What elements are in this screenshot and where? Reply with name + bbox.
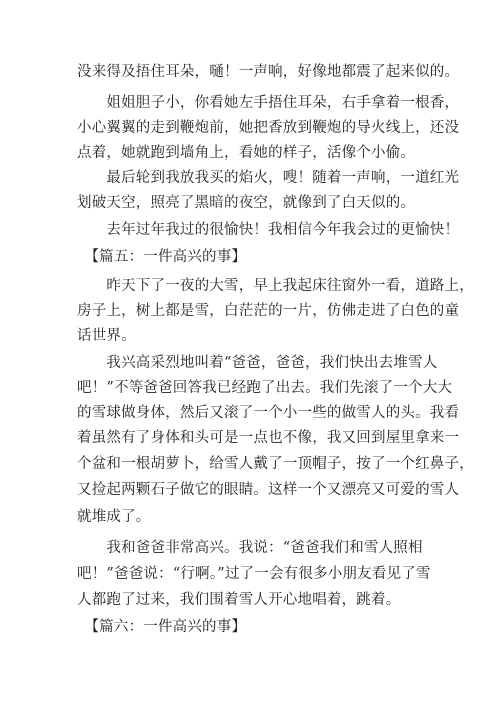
text-line: 的雪球做身体，然后又滚了一个小一些的做雪人的头。我看 [77,405,460,421]
text-line: 我兴高采烈地叫着“爸爸，爸爸，我们快出去堆雪人 [77,355,438,371]
text-line: 话世界。 [77,328,136,344]
text-line: 小心翼翼的走到鞭炮前，她把香放到鞭炮的导火线上，还没 [77,120,460,136]
text-line: 吧！”爸爸说：“行啊。”过了一会有很多小朋友看见了雪 [77,566,431,582]
text-line: 划破天空，照亮了黑暗的夜空，就像到了白天似的。 [77,195,416,211]
text-line: 我和爸爸非常高兴。我说：“爸爸我们和雪人照相 [77,540,423,556]
text-line: 昨天下了一夜的大雪，早上我起床往窗外一看，道路上， [77,278,474,294]
text-line: 吧！”不等爸爸回答我已经跑了出去。我们先滚了一个大大 [77,380,453,396]
text-line: 房子上，树上都是雪，白茫茫的一片，仿佛走进了白色的童 [77,303,460,319]
text-line: 点着，她就跑到墙角上，看她的样子，活像个小偷。 [77,145,416,161]
section-heading: 【篇五：一件高兴的事】 [77,249,247,265]
text-line: 人都跑了过来，我们围着雪人开心地唱着，跳着。 [77,592,401,608]
text-line: 又捡起两颗石子做它的眼睛。这样一个又漂亮又可爱的雪人 [77,482,460,498]
text-line: 去年过年我过的很愉快！我相信今年我会过的更愉快！ [77,222,460,238]
text-line: 没来得及捂住耳朵，嗵！一声响，好像地都震了起来似的。 [77,64,460,80]
text-line: 姐姐胆子小，你看她左手捂住耳朵，右手拿着一根香， [77,95,460,111]
text-line: 个盆和一根胡萝卜，给雪人戴了一顶帽子，按了一个红鼻子， [77,456,474,472]
text-line: 就堆成了。 [77,509,151,525]
text-line: 最后轮到我放我买的焰火，嗖！随着一声响，一道红光 [77,170,460,186]
text-line: 着虽然有了身体和头可是一点也不像，我又回到屋里拿来一 [77,430,460,446]
section-heading: 【篇六：一件高兴的事】 [77,619,247,635]
